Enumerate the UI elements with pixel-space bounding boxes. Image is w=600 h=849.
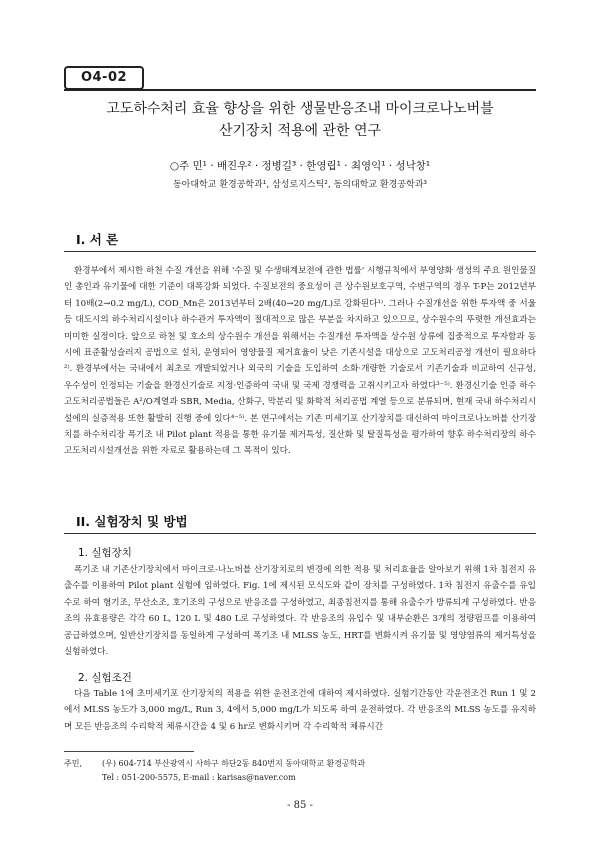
subsection-2-text: 다음 Table 1에 초미세기포 산기장치의 적용을 위한 운전조건에 대하여 제시하였다. 실험기간동안 각운전조건 Run 1 및 2에서 MLSS 농도가 3,000 mg/L, Run 3, 4에서 5,000 mg/L가 되도록 하여 운전하였다. 각 반응조의 MLSS 농도를 유지하며 모든 반응조의 수리학적 체류시간을 4 및 6 hr로 변화시키며 각 수리학적 체류시간 (64, 689, 536, 732)
subsection-2-paragraph (64, 686, 536, 735)
author-list: ○주 민¹ · 배진우² · 정병길³ · 한영립¹ · 최영익¹ · 성낙창¹ (169, 160, 431, 172)
affiliation-list: 동아대학교 환경공학과¹, 삼성로지스틱², 동의대학교 환경공학과³ (172, 180, 428, 190)
methods-heading-rule (64, 533, 536, 534)
footnote-address: (우) 604-714 부산광역시 사하구 하단2동 840번지 동아대학교 환경공학과 (102, 759, 366, 768)
methods-heading: II. 실험장치 및 방법 (76, 514, 188, 529)
intro-heading-rule (64, 251, 536, 252)
intro-text: 환경부에서 제시한 하천 수질 개선을 위해 '수질 및 수생태계보전에 관한 법률' 시행규칙에서 부영양화 생성의 주요 원인물질인 총인과 유기물에 대한 기준이 대폭강화 되었다. 수질보전의 중요성이 큰 상수원보호구역, 수변구역의 경우 T-P는 2012년부터 10배(2→0.2 mg/L), COD_Mn은 2013년부터 2배(40→20 mg/L)로 강화된다¹⁾. 그러나 수질개선을 위한 투자액 중 서울 등 대도시의 하수처리시설이나 하수관거 투자액이 절대적으로 많은 부분을 차지하고 있으므로, 상수원수의 뚜렷한 개선효과는 미미한 실정이다. 앞으로 하천 및 호소의 상수원수 개선을 위해서는 수질개선 투자액을 상수원 상류에 집중적으로 투자함과 동시에 표준활성슬러지 공법으로 설치, 운영되어 영양물질 제거효율이 낮은 기존시설을 대상으로 고도처리공정 개선이 필요하다²⁾. 환경부에서는 국내에서 최초로 개발되었거나 외국의 기술을 도입하여 소화·개량한 기술로서 기존기술과 비교하여 신규성, 우수성이 인정되는 기술을 환경신기술로 지정·인증하여 국내 및 국제 경쟁력을 고취시키고자 하였다³⁻⁵⁾. 환경신기술 인증 하수고도처리공법들은 A²/O계열과 SBR, Media, 산화구, 막분리 및 화학적 처리공법 계열 등으로 분류되며, 현재 국내 하수처리시설에의 실증적용 또한 활발히 진행 중에 있다⁴⁻⁵⁾. 본 연구에서는 기존 미세기포 산기장치를 대신하여 마이크로나노버블 산기장치를 하수처리장 폭기조 내 Pilot plant 적용을 통한 유기물 제거특성, 질산화 및 탈질특성을 평가하여 향후 하수처리장의 하수고도처리시설개선을 위한 자료로 활용하는데 그 목적이 있다. (64, 266, 536, 457)
subsection-1-heading: 1. 실험장치 (78, 547, 132, 559)
title-line-2: 산기장치 적용에 관한 연구 (218, 123, 382, 139)
subsection-1-paragraph (64, 562, 536, 660)
footnote-rule (64, 751, 194, 752)
subsection-1-text: 폭기조 내 기존산기장치에서 마이크로-나노버블 산기장치로의 변경에 의한 적용 및 처리효율을 알아보기 위해 1차 침전지 유출수를 이용하여 Pilot plant 실험에 임하였다. Fig. 1에 제시된 모식도와 같이 장치를 구성하였다. 1차 침전지 유출수를 유입수로 하여 혐기조, 무산소조, 호기조의 구성으로 반응조를 구성하였고, 최종침전지를 통해 유출수가 방류되게 구성하였다. 반응조의 유효용량은 각각 60 L, 120 L 및 480 L로 구성하였다. 각 반응조의 유입수 및 내부순환은 3개의 정량펌프를 이용하여 공급하였으며, 일반산기장치를 동일하게 구성하여 폭기조 내 MLSS 농도, HRT를 변화시켜 유기물 및 영양염류의 제거특성을 실험하였다. (64, 565, 536, 658)
footnote (64, 757, 536, 785)
session-tag: O4-02 (64, 66, 144, 90)
page-number: - 85 - (287, 800, 313, 811)
intro-paragraph (64, 263, 536, 460)
header-rule (64, 89, 536, 91)
intro-heading: I. 서 론 (76, 232, 119, 247)
subsection-2-heading: 2. 실험조건 (78, 672, 132, 684)
footnote-label: 주민, (64, 759, 82, 768)
paper-title (40, 98, 560, 142)
footnote-contact: Tel : 051-200-5575, E-mail : karisas@naver.com (102, 773, 296, 782)
title-line-1: 고도하수처리 효율 향상을 위한 생물반응조내 마이크로나노버블 (106, 101, 494, 117)
